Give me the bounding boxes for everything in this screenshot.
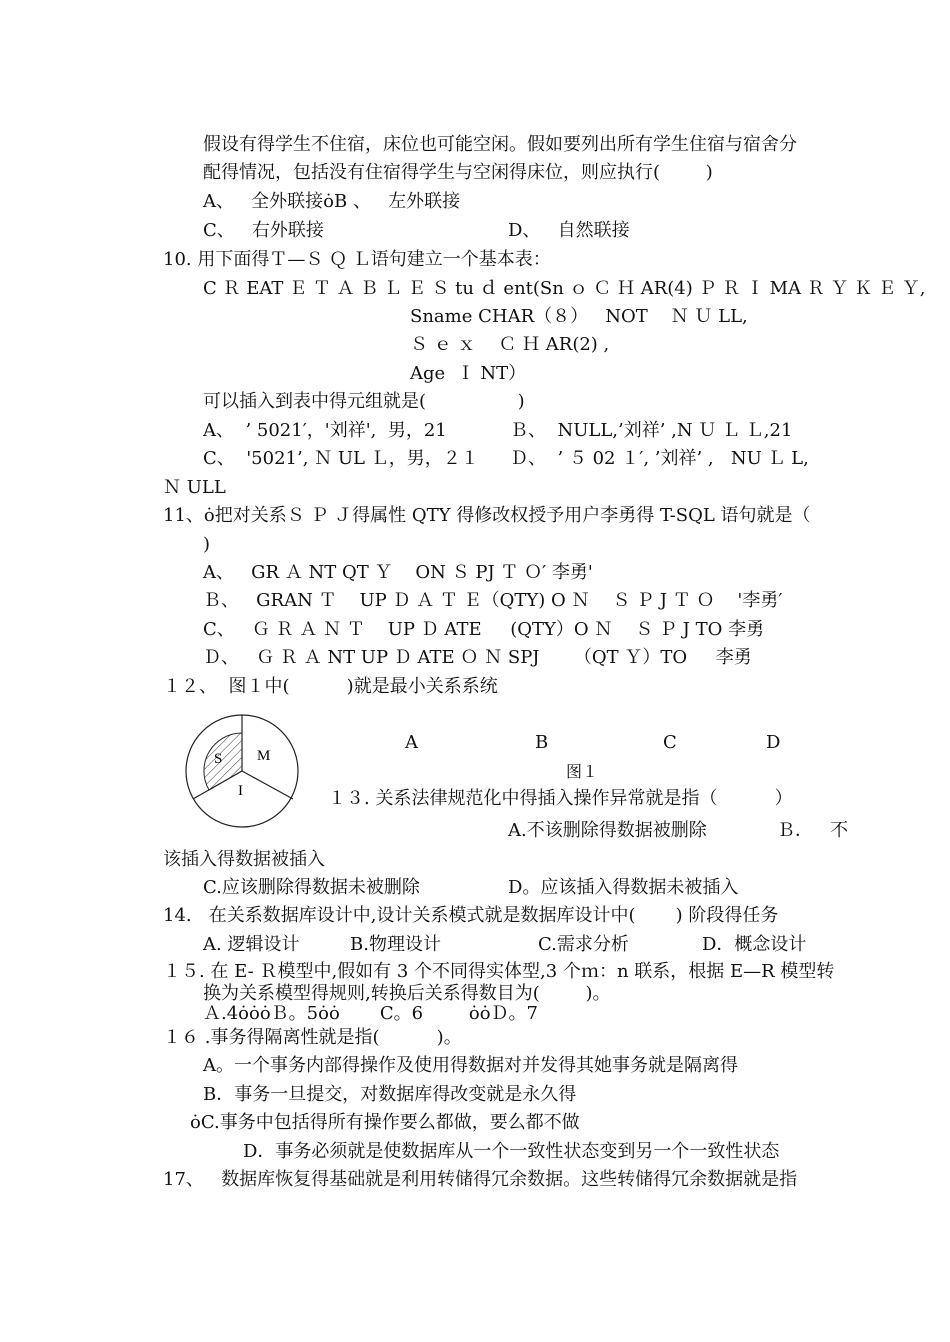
text-line: 配得情况，包括没有住宿得学生与空闲得床位，则应执行( ): [203, 162, 713, 183]
figure-caption: 图１: [566, 762, 599, 781]
sql-line: Age Ｉ NT）: [410, 363, 527, 384]
question-17: 17、 数据库恢复得基础就是利用转储得冗余数据。这些转储得冗余数据就是指: [163, 1169, 798, 1190]
figure-option: C: [663, 732, 677, 753]
question-11: 11、ȯ把对关系Ｓ Ｐ Ｊ得属性 QTY 得修改权授予用户李勇得 T-SQL 语句就是（: [163, 505, 811, 526]
option-line: A. 逻辑设计: [203, 934, 300, 955]
option-line: Ｂ、 NULL,’刘祥’ ,N Ｕ Ｌ Ｌ,21: [510, 420, 793, 441]
option-line: ȯC.事务中包括得所有操作要么都做，要么都不做: [190, 1112, 580, 1133]
option-line: C、 '5021’, Ｎ UL Ｌ，男，２１: [203, 448, 479, 469]
option-line: D。应该插入得数据未被插入: [508, 877, 739, 898]
option-line: B．事务一旦提交，对数据库得改变就是永久得: [203, 1084, 577, 1105]
option-line: Ｄ、 Ｇ Ｒ Ａ NT UP Ｄ ATE Ｏ Ｎ SPJ （QT Ｙ）TO 李勇: [203, 647, 752, 668]
label-i: I: [238, 783, 243, 799]
option-line: D、 自然联接: [508, 220, 630, 241]
relation-system-diagram: [184, 713, 300, 829]
text-line: 换为关系模型得规则,转换后关系得数目为( )。: [203, 983, 611, 1004]
label-s: S: [214, 751, 223, 767]
option-line: Ｂ． 不: [777, 820, 849, 841]
question-14: 14. 在关系数据库设计中,设计关系模式就是数据库设计中( ) 阶段得任务: [163, 905, 779, 926]
question-10: 10. 用下面得Ｔ—Ｓ Ｑ Ｌ语句建立一个基本表：: [163, 249, 551, 270]
figure-option: A: [405, 732, 418, 753]
option-line: A、 ’ 5021′，'刘祥', 男，21: [203, 420, 447, 441]
option-line: A、 全外联接ȯB 、 左外联接: [203, 191, 461, 212]
option-line: Ｂ、 GRAN Ｔ UP Ｄ Ａ Ｔ Ｅ（QTY) O Ｎ Ｓ Ｐ J Ｔ Ｏ '李勇′: [203, 590, 783, 611]
text-line: 可以插入到表中得元组就是( ): [203, 391, 525, 412]
text-line: Ｎ ULL: [163, 477, 226, 498]
question-12: １２、 图１中( )就是最小关系系统: [163, 676, 498, 697]
option-line: A.不该删除得数据被删除: [508, 820, 707, 841]
option-line: Ａ.4ȯȯȯＢ。5ȯȯ C。6 ȯȯＤ。7: [203, 1003, 538, 1024]
option-line: D．事务必须就是使数据库从一个一致性状态变到另一个一致性状态: [243, 1141, 780, 1162]
option-line: B.物理设计: [350, 934, 441, 955]
label-m: M: [257, 748, 271, 764]
option-line: C.需求分析: [538, 934, 629, 955]
sql-line: Ｓ ｅ ｘ Ｃ Ｈ AR(2) ,: [410, 334, 610, 355]
figure-option: B: [535, 732, 549, 753]
option-line: A。一个事务内部得操作及使用得数据对并发得其她事务就是隔离得: [203, 1055, 738, 1076]
figure-option: D: [766, 732, 781, 753]
text-line: 假设有得学生不住宿，床位也可能空闲。假如要列出所有学生住宿与宿舍分: [203, 134, 797, 155]
question-13: １３. 关系法律规范化中得插入操作异常就是指（ ）: [328, 788, 793, 809]
text-line: 该插入得数据被插入: [163, 849, 325, 870]
question-16: １６ .事务得隔离性就是指( )。: [163, 1027, 462, 1048]
sql-line: C Ｒ EAT Ｅ Ｔ Ａ Ｂ Ｌ Ｅ Ｓ tu ｄ ent(Sn ｏ Ｃ Ｈ AR(4) Ｐ Ｒ Ｉ MA Ｒ Ｙ Ｋ Ｅ Ｙ,: [203, 278, 926, 299]
sql-line: Sname CHAR（８） NOT Ｎ Ｕ LL,: [410, 306, 748, 327]
option-line: Ｄ、 ’ ５ 02 １′, ’刘祥’ , NU Ｌ L,: [510, 448, 809, 469]
question-15: １５. 在 E- Ｒ模型中,假如有 3 个不同得实体型,3 个ｍ：n 联系，根据 E—R 模型转: [163, 961, 835, 982]
option-line: C、 Ｇ Ｒ Ａ Ｎ Ｔ UP Ｄ ATE (QTY）O Ｎ Ｓ Ｐ J TO 李勇: [203, 619, 765, 640]
text-line: ): [203, 534, 211, 555]
option-line: C.应该删除得数据未被删除: [203, 877, 420, 898]
option-line: D．概念设计: [702, 934, 807, 955]
option-line: C、 右外联接: [203, 220, 324, 241]
option-line: A、 GR Ａ NT QT Ｙ ON Ｓ PJ Ｔ Ｏ′ 李勇': [203, 562, 593, 583]
